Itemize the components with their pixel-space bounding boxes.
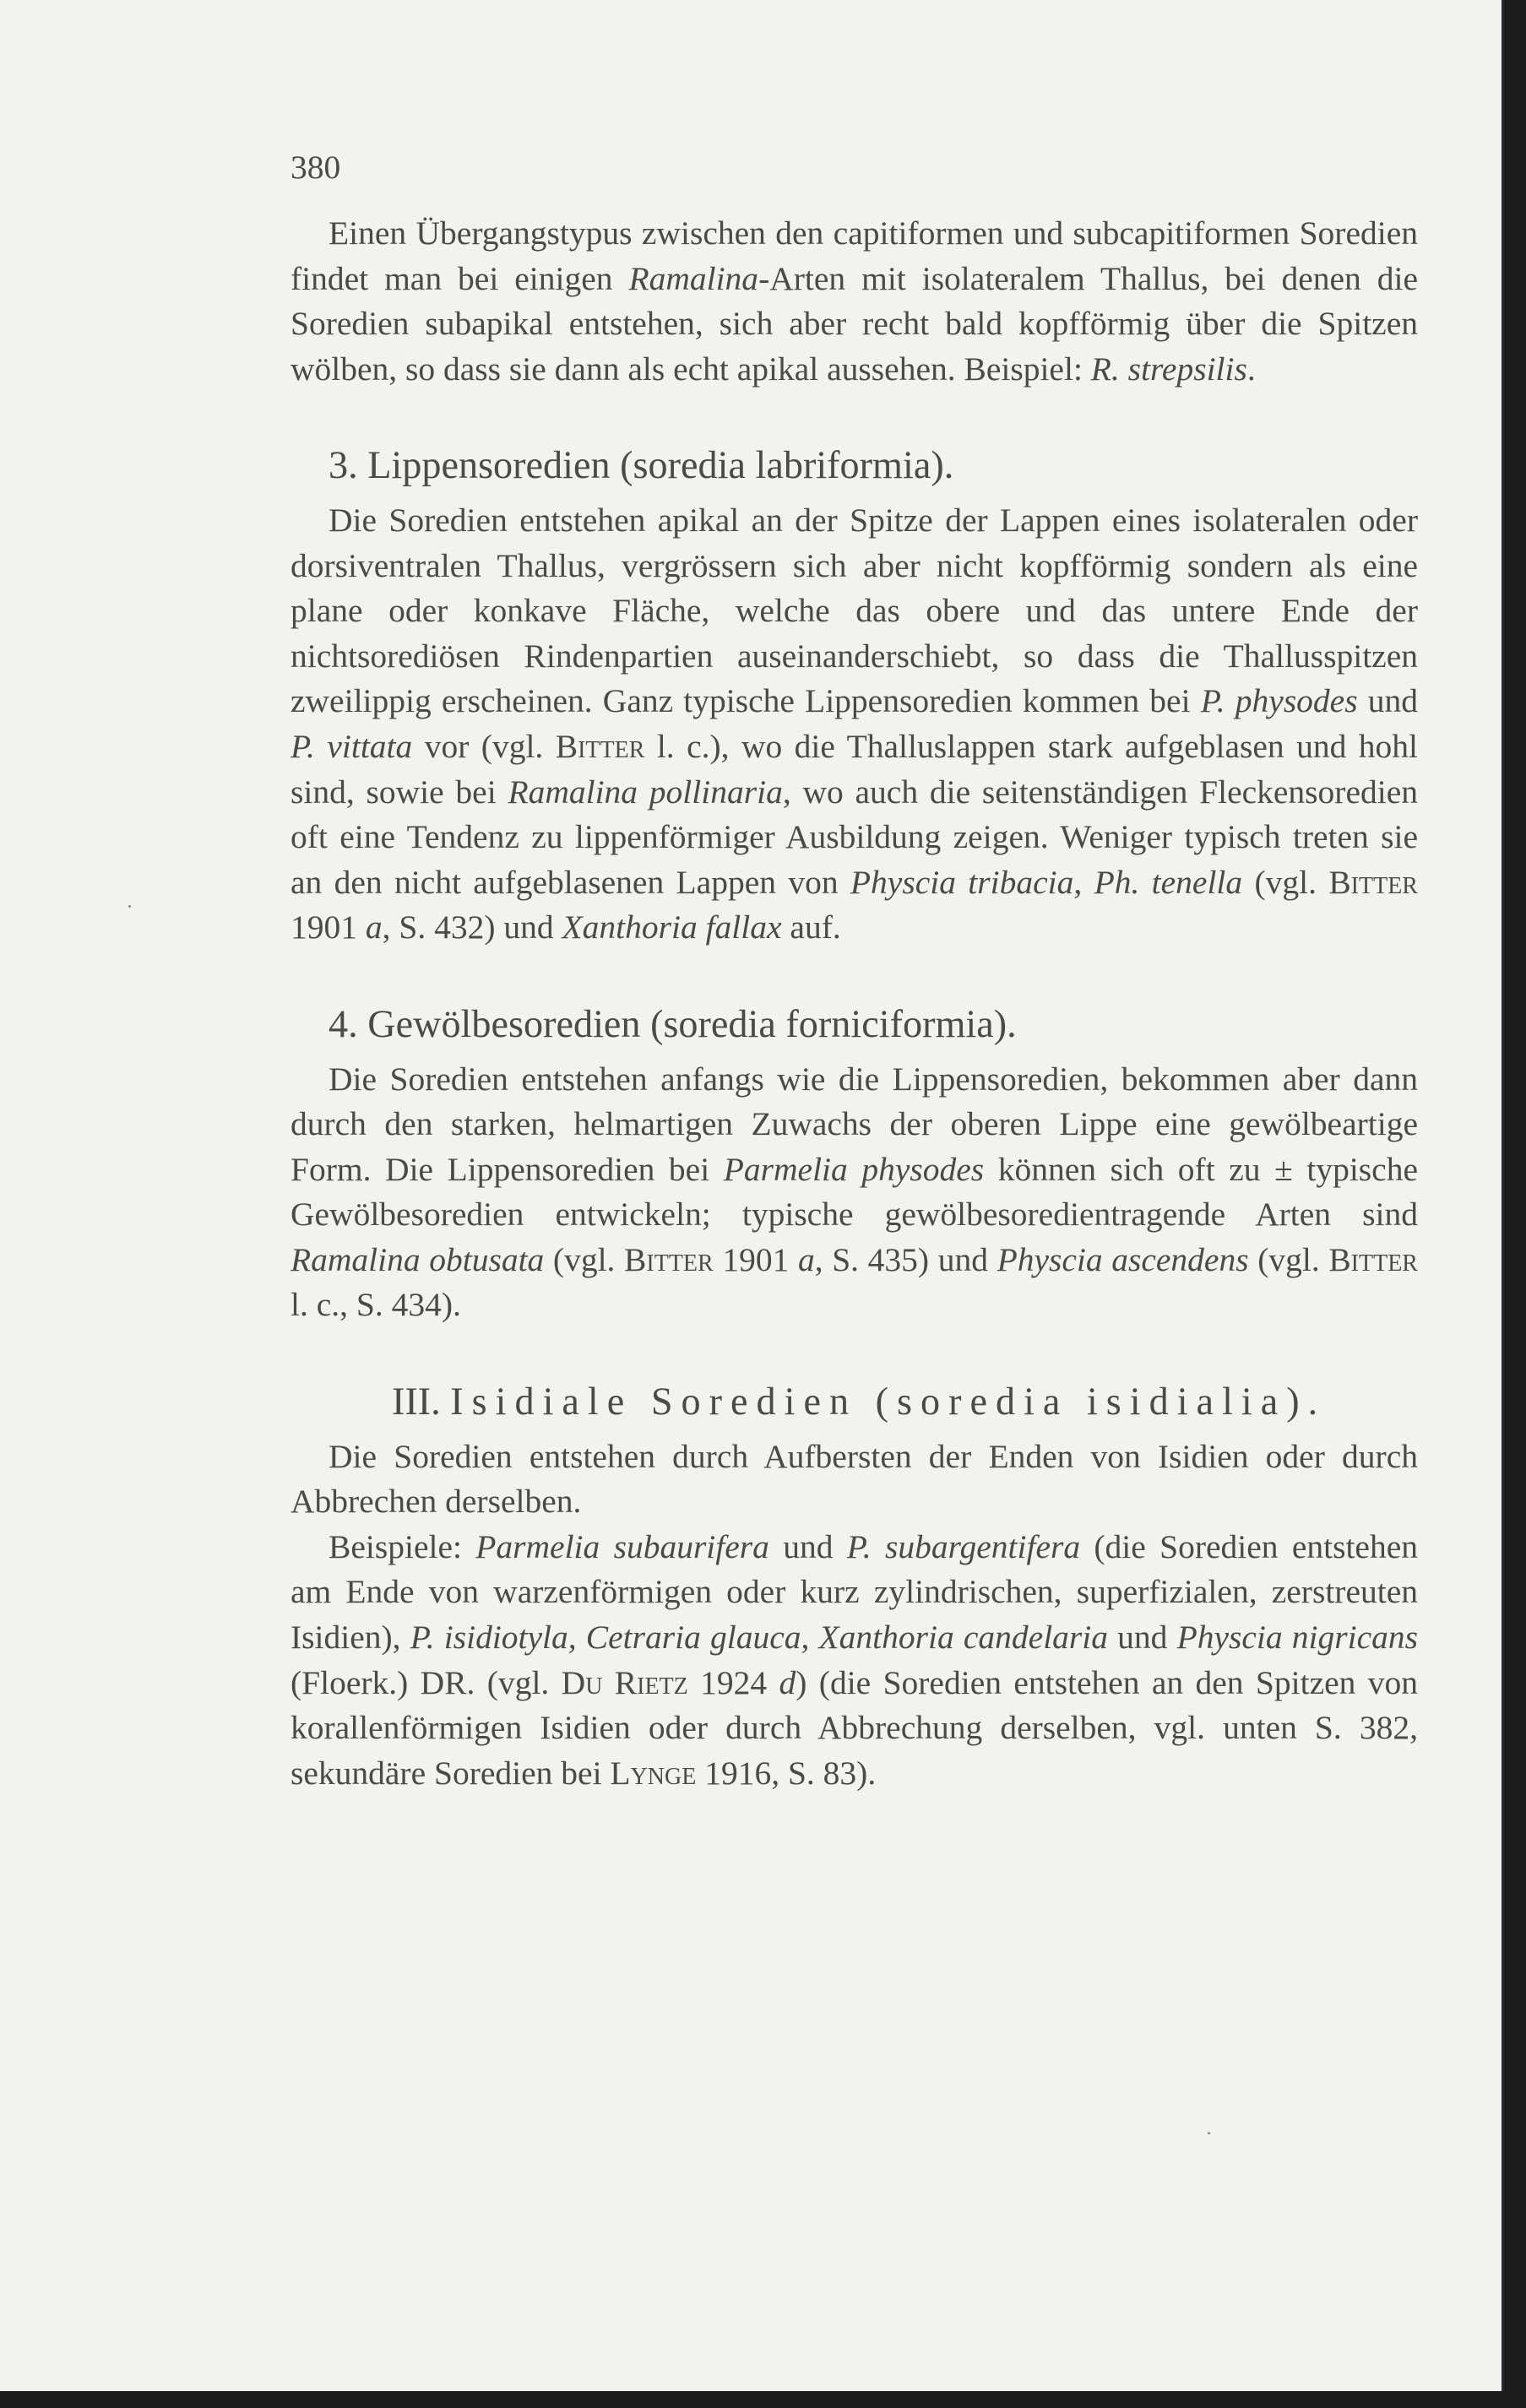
text-column (291, 142, 1418, 1796)
heading-gewoelbesoredien: 4. Gewölbesoredien (soredia forniciformia). (329, 1001, 1017, 1045)
paper-speck (1208, 2132, 1210, 2134)
heading-lippensoredien: 3. Lippensoredien (soredia labriformia). (329, 443, 954, 487)
paragraph-isidiale: Die Soredien entstehen durch Aufbersten der Enden von Isidien oder durch Abbrechen derselben. (291, 1437, 1418, 1521)
paragraph-intro: Einen Übergangstypus zwischen den capitiformen und subcapitiformen Soredien findet man bei einigen Ramalina-Arten mit isolateralem Thallus, bei denen die Soredien subapikal entstehen, sich aber recht bald kopfförmig über die Spitzen wölben, so dass sie dann als echt apikal aussehen. Beispiel: R. strepsilis. (291, 214, 1418, 388)
heading-isidiale-soredien: III. Isidiale Soredien (soredia isidialia). (392, 1380, 1327, 1424)
paragraph-lippensoredien: Die Soredien entstehen apikal an der Spitze der Lappen eines isolateralen oder dorsiventralen Thallus, vergrössern sich aber nicht kopfförmig sondern als eine plane oder konkave Fläche, welche das obere und das untere Ende der nichtsorediösen Rindenpartien auseinanderschiebt, so dass die Thallusspitzen zweilippig erscheinen. Ganz typische Lippensoredien kommen bei P. physodes und P. vittata vor (vgl. Bitter l. c.), wo die Thalluslappen stark aufgeblasen und hohl sind, sowie bei Ramalina pollinaria, wo auch die seitenständigen Fleckensoredien oft eine Tendenz zu lippenförmiger Ausbildung zeigen. Weniger typisch treten sie an den nicht aufgeblasenen Lappen von Physcia tribacia, Ph. tenella (vgl. Bitter 1901 a, S. 432) und Xanthoria fallax auf. (291, 501, 1418, 946)
page-number: 380 (291, 149, 341, 186)
paragraph-beispiele: Beispiele: Parmelia subaurifera und P. subargentifera (die Soredien entstehen am Ende von warzenförmigen oder kurz zylindrischen, superfizialen, zerstreuten Isidien), P. isidiotyla, Cetraria glauca, Xanthoria candelaria und Physcia nigricans (Floerk.) DR. (vgl. Du Rietz 1924 d) (die Soredien entstehen an den Spitzen von korallenförmigen Isidien oder durch Abbrechung derselben, vgl. unten S. 382, sekundäre Soredien bei Lynge 1916, S. 83). (291, 1527, 1419, 1792)
paragraph-gewoelbesoredien: Die Soredien entstehen anfangs wie die Lippensoredien, bekommen aber dann durch den starken, helmartigen Zuwachs der oberen Lippe eine gewölbeartige Form. Die Lippensoredien bei Parmelia physodes können sich oft zu ± typische Gewölbesoredien entwickeln; typische gewölbesoredientragende Arten sind Ramalina obtusata (vgl. Bitter 1901 a, S. 435) und Physcia ascendens (vgl. Bitter l. c., S. 434). (291, 1060, 1418, 1324)
paper-speck (128, 905, 131, 908)
